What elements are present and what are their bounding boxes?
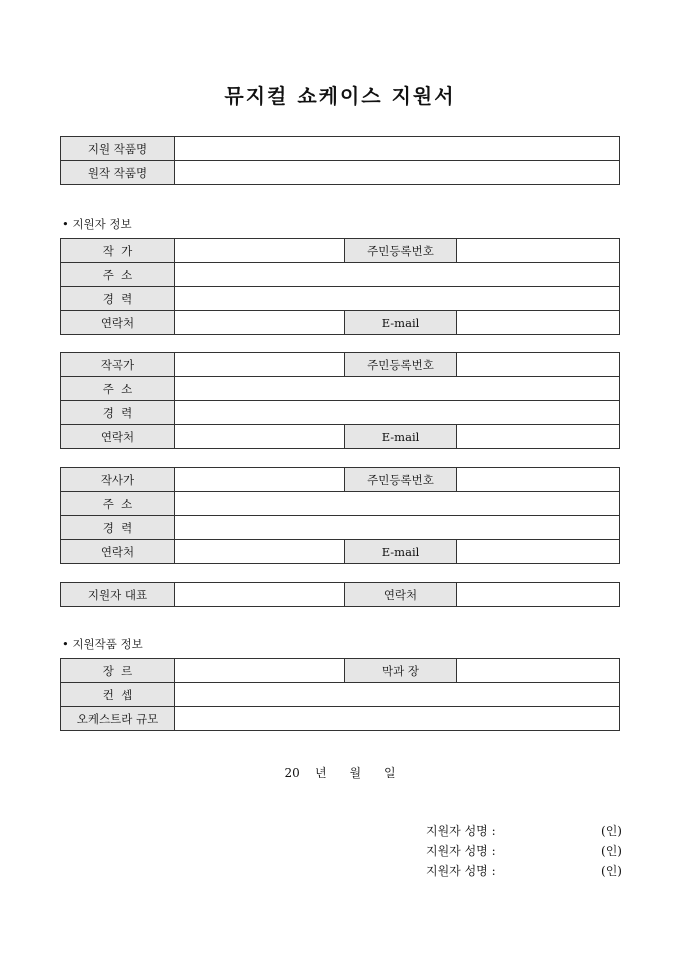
representative-table (60, 582, 620, 607)
orchestra-label: 오케스트라 규모 (61, 707, 175, 731)
table-row (61, 311, 620, 335)
table-row (61, 492, 620, 516)
orchestra-field[interactable] (175, 707, 620, 731)
composer-address-label: 주 소 (61, 377, 175, 401)
table-row (61, 707, 620, 731)
composer-contact-label: 연락처 (61, 425, 175, 449)
lyricist-label: 작사가 (61, 468, 175, 492)
table-row (61, 263, 620, 287)
lyricist-name-field[interactable] (175, 468, 345, 492)
composer-name-field[interactable] (175, 353, 345, 377)
table-row (61, 287, 620, 311)
composer-email-field[interactable] (457, 425, 620, 449)
lyricist-email-field[interactable] (457, 540, 620, 564)
lyricist-address-field[interactable] (175, 492, 620, 516)
writer-career-field[interactable] (175, 287, 620, 311)
table-row (61, 425, 620, 449)
writer-career-label: 경 력 (61, 287, 175, 311)
signature-label: 지원자 성명 : (426, 844, 496, 858)
signature-label: 지원자 성명 : (426, 824, 496, 838)
apply-title-field[interactable] (175, 137, 620, 161)
composer-career-field[interactable] (175, 401, 620, 425)
concept-label: 컨 셉 (61, 683, 175, 707)
composer-label: 작곡가 (61, 353, 175, 377)
table-row (61, 401, 620, 425)
concept-field[interactable] (175, 683, 620, 707)
composer-table (60, 352, 620, 449)
original-title-label: 원작 작품명 (61, 161, 175, 185)
acts-label: 막과 장 (345, 659, 457, 683)
seal-mark: (인) (601, 824, 622, 838)
writer-address-label: 주 소 (61, 263, 175, 287)
writer-contact-label: 연락처 (61, 311, 175, 335)
representative-contact-field[interactable] (457, 583, 620, 607)
lyricist-email-label: E-mail (345, 540, 457, 564)
writer-email-label: E-mail (345, 311, 457, 335)
representative-contact-label: 연락처 (345, 583, 457, 607)
acts-field[interactable] (457, 659, 620, 683)
table-row (61, 353, 620, 377)
table-row (61, 137, 620, 161)
original-title-field[interactable] (175, 161, 620, 185)
composer-address-field[interactable] (175, 377, 620, 401)
table-row (61, 583, 620, 607)
writer-id-label: 주민등록번호 (345, 239, 457, 263)
lyricist-career-field[interactable] (175, 516, 620, 540)
table-row (61, 377, 620, 401)
signature-label: 지원자 성명 : (426, 864, 496, 878)
applicant-section-heading: • 지원자 정보 (62, 217, 132, 231)
work-title-table (60, 136, 620, 185)
seal-mark: (인) (601, 844, 622, 858)
writer-email-field[interactable] (457, 311, 620, 335)
writer-name-field[interactable] (175, 239, 345, 263)
representative-label: 지원자 대표 (61, 583, 175, 607)
genre-label: 장 르 (61, 659, 175, 683)
lyricist-id-field[interactable] (457, 468, 620, 492)
writer-address-field[interactable] (175, 263, 620, 287)
composer-id-field[interactable] (457, 353, 620, 377)
writer-label: 작 가 (61, 239, 175, 263)
composer-career-label: 경 력 (61, 401, 175, 425)
apply-title-label: 지원 작품명 (61, 137, 175, 161)
lyricist-contact-label: 연락처 (61, 540, 175, 564)
genre-field[interactable] (175, 659, 345, 683)
table-row (61, 516, 620, 540)
table-row (61, 239, 620, 263)
seal-mark: (인) (601, 864, 622, 878)
date-line: 20 년 월 일 (284, 766, 396, 780)
table-row (61, 161, 620, 185)
table-row (61, 468, 620, 492)
lyricist-address-label: 주 소 (61, 492, 175, 516)
table-row (61, 540, 620, 564)
composer-email-label: E-mail (345, 425, 457, 449)
work-section-heading: • 지원작품 정보 (62, 637, 143, 651)
lyricist-contact-field[interactable] (175, 540, 345, 564)
document-title: 뮤지컬 쇼케이스 지원서 (224, 84, 456, 108)
lyricist-id-label: 주민등록번호 (345, 468, 457, 492)
composer-id-label: 주민등록번호 (345, 353, 457, 377)
writer-table (60, 238, 620, 335)
lyricist-table (60, 467, 620, 564)
table-row (61, 683, 620, 707)
composer-contact-field[interactable] (175, 425, 345, 449)
work-info-table (60, 658, 620, 731)
writer-id-field[interactable] (457, 239, 620, 263)
table-row (61, 659, 620, 683)
writer-contact-field[interactable] (175, 311, 345, 335)
lyricist-career-label: 경 력 (61, 516, 175, 540)
representative-name-field[interactable] (175, 583, 345, 607)
